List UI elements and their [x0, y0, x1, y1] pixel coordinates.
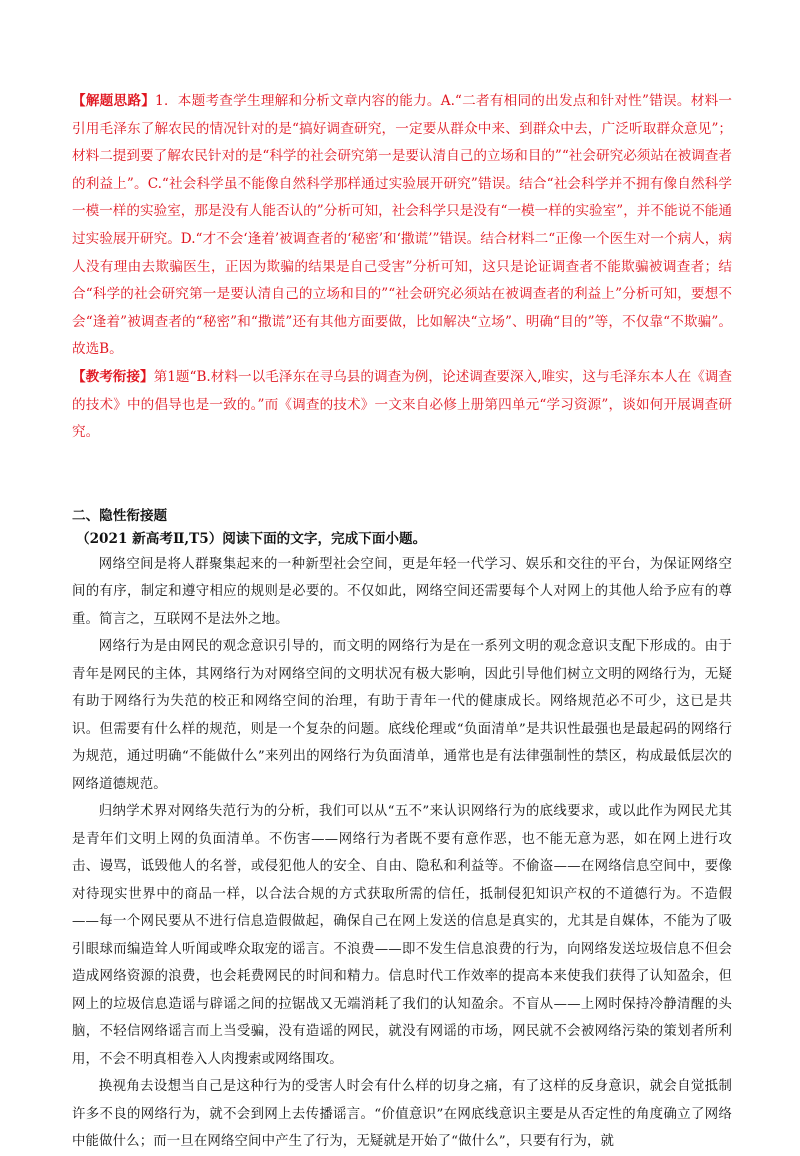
- article-paragraph: 网络行为是由网民的观念意识引导的，而文明的网络行为是在一系列文明的观念意识支配下形成的。由于青年是网民的主体，其网络行为对网络空间的文明状况有极大影响，因此引导他们树立文明的网络行为，无疑有助于网络行为失范的校正和网络空间的治理，有助于青年一代的健康成长。网络规范必不可少，这已是共识。但需要有什么样的规范，则是一个复杂的问题。底线伦理或“负面清单”是共识性最强也是最起码的网络行为规范，通过明确“不能做什么”来列出的网络行为负面清单，通常也是有法律强制性的禁区，构成最低层次的网络道德规范。: [72, 639, 732, 792]
- article-body: [72, 551, 732, 1156]
- connection-paragraph: [72, 364, 732, 447]
- connection-text: 第1题“B.材料一以毛泽东在寻乌县的调查为例，论述调查要深入,唯实，这与毛泽东本人在《调查的技术》中的倡导也是一致的。”而《调查的技术》一文来自必修上册第四单元“学习资源”，谈如何开展调查研究。: [72, 368, 732, 441]
- solution-tag: 【解题思路】: [72, 93, 156, 109]
- section-title: 二、隐性衔接题: [72, 507, 168, 524]
- solution-paragraph: [72, 88, 732, 364]
- connection-tag: 【教考衔接】: [72, 368, 154, 385]
- document-page: [72, 88, 732, 1156]
- article-paragraph: 换视角去设想当自己是这种行为的受害人时会有什么样的切身之痛，有了这样的反身意识，就会自觉抵制许多不良的网络行为，就不会到网上去传播谣言。“价值意识”在网底线意识主要是从否定性的角度确立了网络中能做什么；而一旦在网络空间中产生了行为，无疑就是开始了“做什么”，只要有行为，就: [72, 1079, 732, 1150]
- article-paragraph: 网络空间是将人群聚集起来的一种新型社会空间，更是年轻一代学习、娱乐和交往的平台，为保证网络空间的有序，制定和遵守相应的规则是必要的。不仅如此，网络空间还需要每个人对网上的其他人给予应有的尊重。简言之，互联网不是法外之地。: [72, 556, 732, 627]
- question-instruction: （2021 新高考Ⅱ,T5）阅读下面的文字，完成下面小题。: [76, 530, 427, 547]
- solution-text: 1．本题考查学生理解和分析文章内容的能力。A.“二者有相同的出发点和针对性”错误。材料一引用毛泽东了解农民的情况针对的是“搞好调查研究，一定要从群众中来、到群众中去，广泛听取群众意见”；材料二提到要了解农民针对的是“科学的社会研究第一是要认清自己的立场和目的”“社会研究必须站在被调查者的利益上”。C.“社会科学虽不能像自然科学那样通过实验展开研究”错误。结合“社会科学并不拥有像自然科学一模一样的实验室，那是没有人能否认的”分析可知，社会科学只是没有“一模一样的实验室”，并不能说不能通过实验展开研究。D.“才不会‘逢着’被调查者的‘秘密’和‘撒谎’”错误。结合材料二“正像一个医生对一个病人，病人没有理由去欺骗医生，正因为欺骗的结果是自己受害”分析可知，这只是论证调查者不能欺骗被调查者；结合“科学的社会研究第一是要认清自己的立场和目的”“社会研究必须站在被调查者的利益上”分析可知，要想不会“逢着”被调查者的“秘密”和“撒谎”还有其他方面要做，比如解决“立场”、明确“目的”等，不仅靠“不欺骗”。故选B。: [72, 93, 732, 358]
- article-paragraph: 归纳学术界对网络失范行为的分析，我们可以从“五不”来认识网络行为的底线要求，或以此作为网民尤其是青年们文明上网的负面清单。不伤害——网络行为者既不要有意作恶，也不能无意为恶，如在网上进行攻击、谩骂，诋毁他人的名誉，或侵犯他人的安全、自由、隐私和利益等。不偷盗——在网络信息空间中，要像对待现实世界中的商品一样，以合法合规的方式获取所需的信任，抵制侵犯知识产权的不道德行为。不造假——每一个网民要从不进行信息造假做起，确保自己在网上发送的信息是真实的，尤其是自媒体，不能为了吸引眼球而编造耸人听闻或哗众取宠的谣言。不浪费——即不发生信息浪费的行为，向网络发送垃圾信息不但会造成网络资源的浪费，也会耗费网民的时间和精力。信息时代工作效率的提高本来使我们获得了认知盈余，但网上的垃圾信息造谣与辟谣之间的拉锯战又无端消耗了我们的认知盈余。不盲从——上网时保持冷静清醒的头脑，不轻信网络谣言而上当受骗，没有造谣的网民，就没有网谣的市场，网民就不会被网络污染的策划者所利用，不会不明真相卷入人肉搜索或网络围攻。: [72, 804, 732, 1067]
- answer-analysis-block: [72, 88, 732, 447]
